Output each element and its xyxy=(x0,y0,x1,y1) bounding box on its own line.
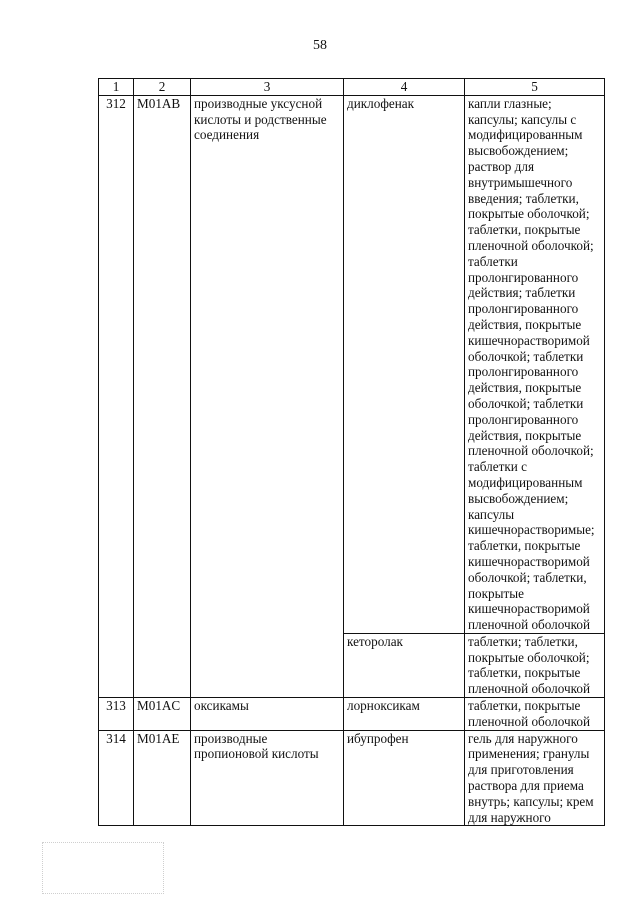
scan-artifact xyxy=(42,842,164,894)
dosage-forms: таблетки; таблетки, покрытые оболочкой; таблетки, покрытые пленочной оболочкой xyxy=(465,633,605,697)
page-number: 58 xyxy=(313,38,327,53)
column-header-3: 3 xyxy=(191,79,344,96)
atc-code: M01AE xyxy=(134,730,191,826)
dosage-forms: гель для наружного применения; гранулы для приготовления раствора для приема внутрь; капсулы; крем для наружного xyxy=(465,730,605,826)
column-header-5: 5 xyxy=(465,79,605,96)
column-header-2: 2 xyxy=(134,79,191,96)
substance-name: кеторолак xyxy=(344,633,465,697)
pharmacological-group: производные уксусной кислоты и родственные соединения xyxy=(191,95,344,697)
dosage-forms: таблетки, покрытые пленочной оболочкой xyxy=(465,698,605,731)
substance-name: лорноксикам xyxy=(344,698,465,731)
drug-table xyxy=(98,78,605,826)
table-row xyxy=(99,730,605,826)
table-header-row xyxy=(99,79,605,96)
pharmacological-group: оксикамы xyxy=(191,698,344,731)
substance-name: диклофенак xyxy=(344,95,465,633)
row-number: 312 xyxy=(99,95,134,697)
table-row xyxy=(99,698,605,731)
table-row xyxy=(99,95,605,633)
row-number: 314 xyxy=(99,730,134,826)
atc-code: M01AB xyxy=(134,95,191,697)
atc-code: M01AC xyxy=(134,698,191,731)
dosage-forms: капли глазные; капсулы; капсулы с модифицированным высвобождением; раствор для внутримышечного введения; таблетки, покрытые оболочкой; таблетки, покрытые пленочной оболочкой; таблетки пролонгированного действия; таблетки пролонгированного действия, покрытые кишечнорастворимой оболочкой; таблетки пролонгированного действия, покрытые оболочкой; таблетки пролонгированного действия, покрытые пленочной оболочкой; таблетки с модифицированным высвобождением; капсулы кишечнорастворимые; таблетки, покрытые кишечнорастворимой оболочкой; таблетки, покрытые кишечнорастворимой пленочной оболочкой xyxy=(465,95,605,633)
column-header-4: 4 xyxy=(344,79,465,96)
substance-name: ибупрофен xyxy=(344,730,465,826)
pharmacological-group: производные пропионовой кислоты xyxy=(191,730,344,826)
row-number: 313 xyxy=(99,698,134,731)
column-header-1: 1 xyxy=(99,79,134,96)
